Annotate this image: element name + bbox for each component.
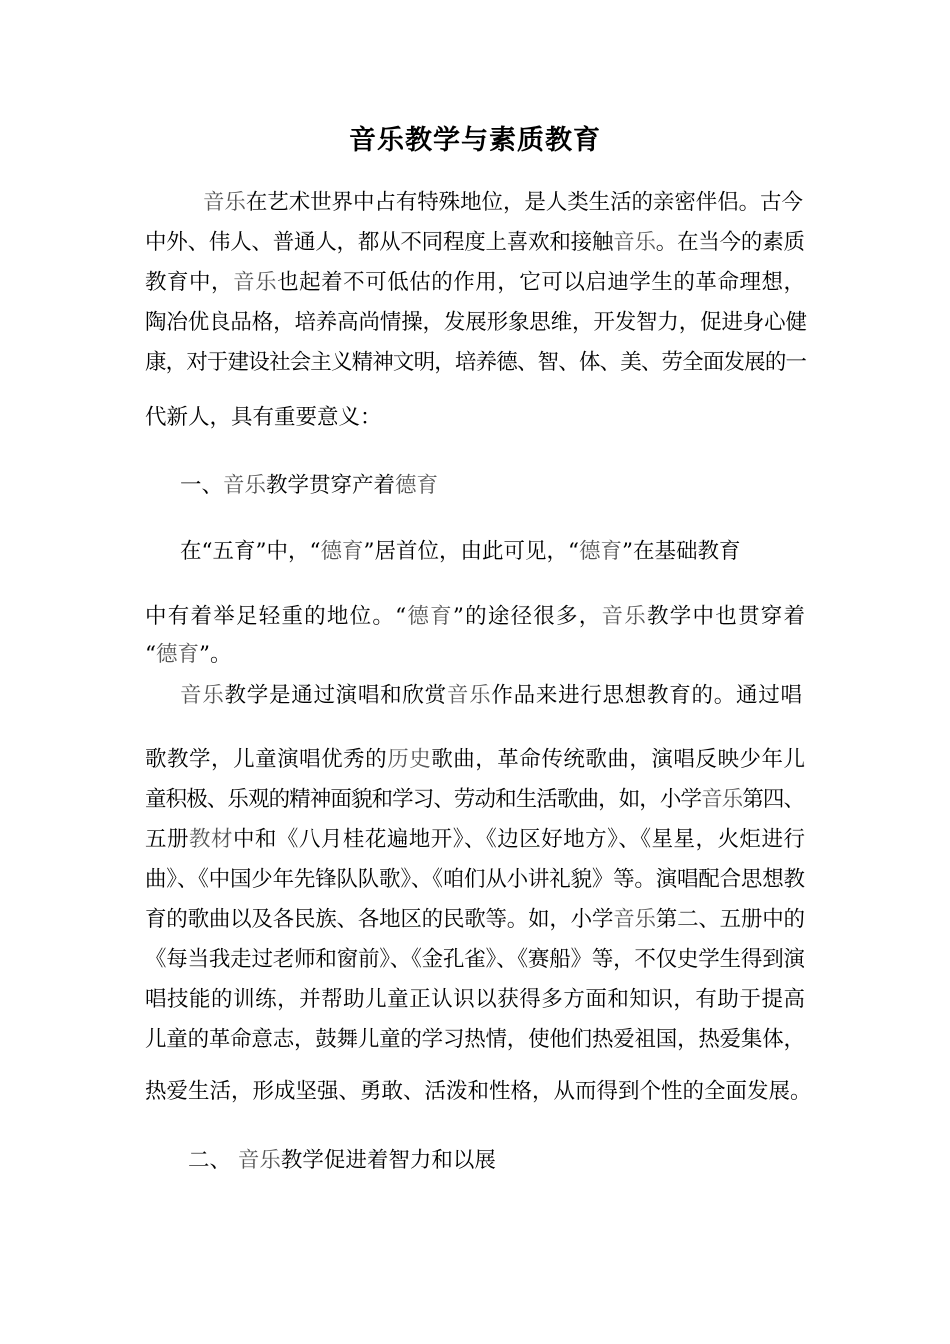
text-line [145,905,805,935]
body-text: 作品来进行思想教育的。通过唱 [491,683,803,708]
body-text: 二、 [188,1148,238,1173]
body-text: 曲》、《中国少年先锋队队歌》、《咱们从小讲礼貌》等。演唱配合思想教 [145,867,805,892]
body-text: 第四、 [742,787,805,812]
text-line [145,785,804,815]
keyword-text: 音乐 [233,270,278,295]
body-text: 教学贯穿产着 [266,473,396,498]
keyword-text: 德育 [320,539,364,564]
text-line [145,945,805,975]
body-text: 代新人，具有重要意义： [145,405,382,430]
text-line [145,308,807,338]
keyword-text: 音乐 [203,190,246,215]
keyword-text: 教材 [188,827,233,852]
body-text: 也起着不可低估的作用，它可以启迪学生的革命理想， [277,270,806,295]
keyword-text: 音乐 [180,683,225,708]
body-text: 中和《八月桂花遍地开》、《边区好地方》、《星星，火炬进行 [232,827,806,852]
text-line [180,537,741,567]
text-line [180,471,438,501]
text-line [145,825,805,855]
body-text: ”在基础教育 [622,539,741,564]
text-line [145,268,806,298]
text-line [145,228,805,258]
keyword-text: 德育 [578,539,622,564]
body-text: 中有着举足轻重的地位。“ [145,604,408,629]
text-line [145,745,806,775]
body-text: ”的途径很多， [452,604,602,629]
keyword-text: 音乐 [613,907,656,932]
text-line [203,188,803,218]
body-text: 唱技能的训练，并帮助儿童正认识以获得多方面和知识，有助于提高 [145,987,806,1012]
keyword-text: 历史 [387,747,432,772]
body-text: 教育中， [145,270,234,295]
body-text: 康，对于建设社会主义精神文明，培养德、智、体、美、劳全面发展的一 [145,350,807,375]
body-text: “ [145,642,156,667]
keyword-text: 音乐 [701,787,743,812]
keyword-text: 德育 [395,473,439,498]
text-line [145,348,806,378]
body-text: 陶冶优良品格，培养高尚情操，发展形象思维，开发智力，促进身心健 [145,310,807,335]
body-text: 在艺术世界中占有特殊地位，是人类生活的亲密伴侣。古今 [245,190,803,215]
body-text: 育的歌曲以及各民族、各地区的民歌等。如，小学 [145,907,614,932]
keyword-text: 音乐 [601,604,648,629]
text-line [145,865,805,895]
text-line [145,403,382,433]
body-text: 一、 [180,473,224,498]
body-text: ”。 [199,642,232,667]
text-line [145,1077,812,1107]
keyword-text: 音乐 [446,683,492,708]
text-line [145,640,232,670]
body-text: 中外、伟人、普通人，都从不同程度上喜欢和接触 [145,230,614,255]
keyword-text: 音乐 [237,1148,281,1173]
body-text: 《每当我走过老师和窗前》、《金孔雀》、《赛船》等，不仅史学生得到演 [145,947,805,972]
body-text: 教学促进着智力和以展 [280,1148,496,1173]
body-text: 歌曲，革命传统歌曲，演唱反映少年儿 [431,747,806,772]
body-text: 教学中也贯穿着 [647,604,807,629]
keyword-text: 音乐 [613,230,656,255]
keyword-text: 德育 [156,642,200,667]
body-text: 在“五育”中，“ [180,539,321,564]
body-text: 教学是通过演唱和欣赏 [224,683,447,708]
text-line [145,602,806,632]
body-text: 歌教学，儿童演唱优秀的 [145,747,388,772]
body-text: 热爱生活，形成坚强、勇敢、活泼和性格，从而得到个性的全面发展。 [145,1079,812,1104]
keyword-text: 德育 [407,604,453,629]
document-title: 音乐教学与素质教育 [349,125,601,156]
body-text: ”居首位，由此可见，“ [363,539,579,564]
text-line [188,1146,496,1176]
body-text: 。在当今的素质 [655,230,805,255]
text-line [145,985,806,1015]
body-text: 儿童的革命意志，鼓舞儿童的学习热情，使他们热爱祖国，热爱集体， [145,1027,805,1052]
body-text: 五册 [145,827,189,852]
text-line [180,681,803,711]
body-text: 童积极、乐观的精神面貌和学习、劳动和生活歌曲，如，小学 [145,787,702,812]
body-text: 第二、五册中的 [655,907,805,932]
keyword-text: 音乐 [223,473,267,498]
text-line [145,1025,805,1055]
